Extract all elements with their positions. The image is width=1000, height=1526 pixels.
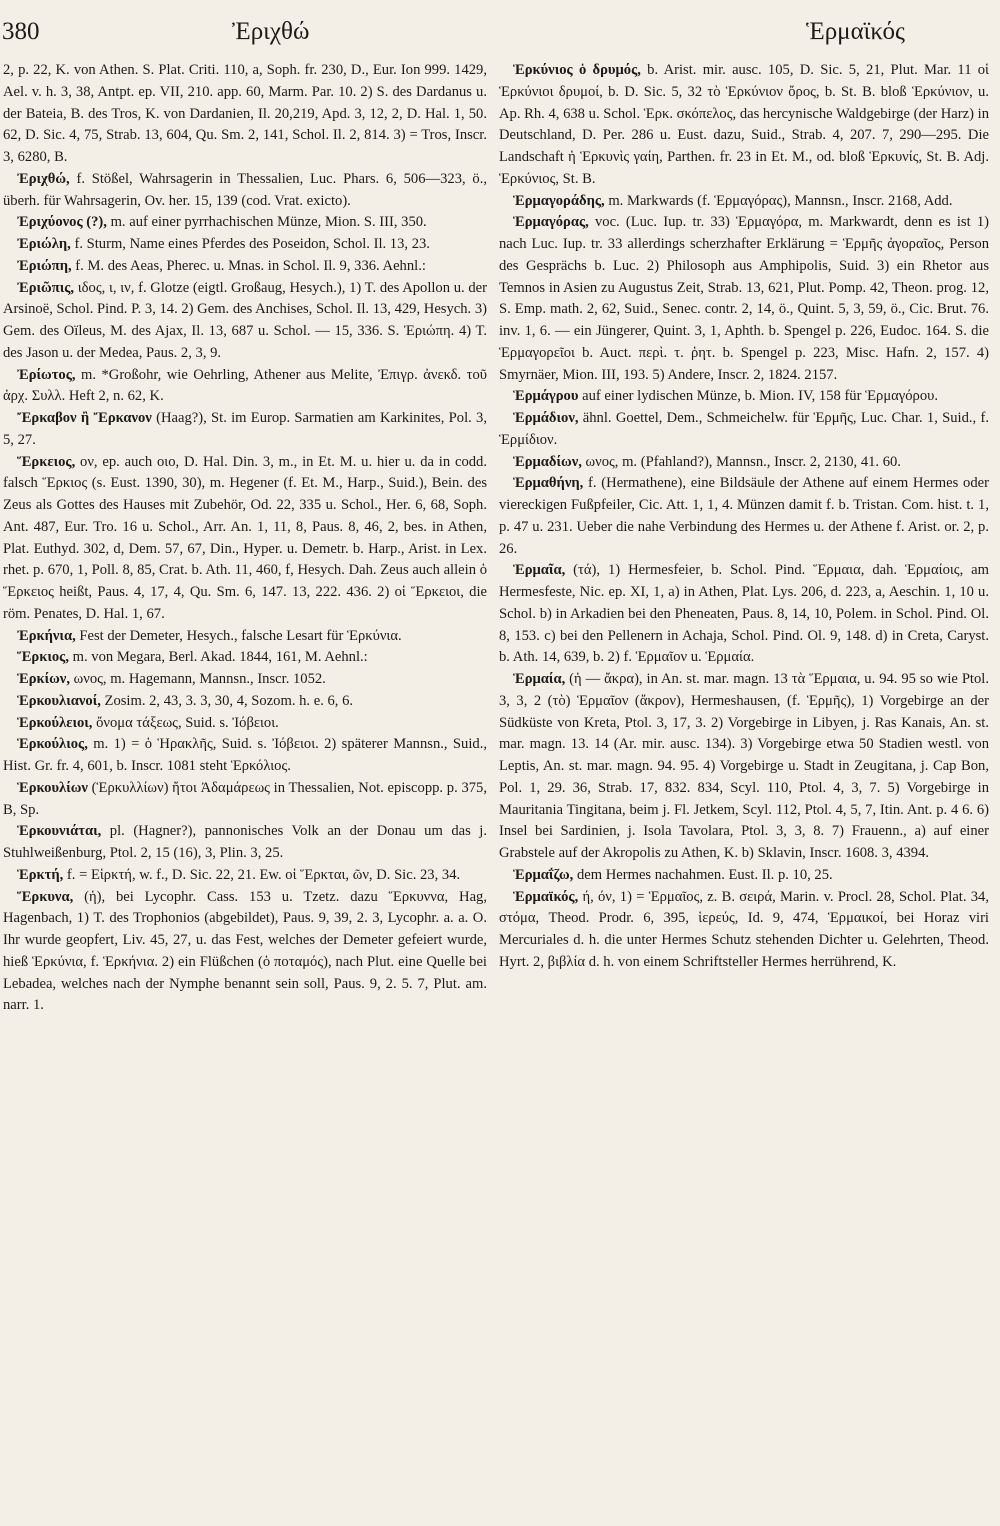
entry-body: f. = Εἱρκτή, w. f., D. Sic. 22, 21. Ew. οἱ Ἕρκται, ῶν, D. Sic. 23, 34. — [63, 866, 461, 883]
entry-body: f. M. des Aeas, Pherec. u. Mnas. in Schol. Il. 9, 336. Aehnl.: — [71, 257, 426, 274]
right-guide-word: Ἑρμαϊκός — [806, 18, 905, 45]
entry-headword: Ἑρμαΐζω, — [513, 866, 574, 883]
entry-headword: Ἐριώλη, — [17, 236, 71, 252]
dictionary-entry — [3, 626, 487, 648]
entry-headword: Ἐριχθώ, — [17, 170, 70, 187]
entry-body: m. 1) = ὁ Ἡρακλῆς, Suid. s. Ἰόβειοι. 2) späterer Mannsn., Suid., Hist. Gr. fr. 4, 601, b. Inscr. 1081 steht Ἑρκόλιος. — [3, 736, 487, 774]
dictionary-entry — [3, 778, 487, 822]
entry-body: (τά), 1) Hermesfeier, b. Schol. Pind. Ἕρμαια, dah. Ἑρμαίοις, am Hermesfeste, Nic. ep. XI, 1, a) in Athen, Plat. Lys. 206, d. 223, a, Aeschin. 1, 10 u. Schol. b) in Arkadien bei den Pheneaten, Paus. 8, 14, 10, Polem. in Schol. Pind. Ol. 8, 153. c) bei den Pellenern in Achaja, Schol. Pind. Ol. 9, 148. d) in Creta, Caryst. b. Ath. 14, 639, b. 2) f. Ἑρμαῖον u. Ἑρμαία. — [499, 562, 989, 666]
entry-headword: Ἑρμαγοράδης, — [513, 192, 605, 209]
entry-body: (ἡ — ἄκρα), in An. st. mar. magn. 13 τὰ Ἕρμαια, u. 94. 95 so wie Ptol. 3, 3, 2 (τὸ) Ἑρμαῖον (ἄκρον), Hermeshausen, (f. Ἑρμῆς), 1) Vorgebirge an der Südküste von Kreta, Ptol. 3, 17, 3. 2) Vorgebirge in Libyen, j. Ras Kanais, An. st. mar. magn. 13. 14 (Ar. mir. ausc. 134). 3) Vorgebirge etwa 50 Stadien westl. von Leptis, An. st. mar. magn. 94. 95. 4) Vorgebirge u. Stadt in Zeugitana, j. Cap Bon, Pol. 1, 29. 36, Strab. 17, 832. 834, Scyl. 110, Ptol. 4, 3, 7. 5) Vorgebirge in Mauritania Tingitana, beim j. Fl. Jetkem, Scyl. 112, Ptol. 4, 5, 7, Itin. Ant. p. 4 6. 6) Insel bei Sardinien, j. Isola Tavolara, Ptol. 3, 3, 8. 7) Frauenn., a) auf einer Grabstele auf der Akropolis zu Athen, K. b) Sklavin, Inscr. 1608. 3, 4394. — [499, 671, 989, 861]
dictionary-entry — [3, 647, 487, 669]
entry-body: b. Arist. mir. ausc. 105, D. Sic. 5, 21, Plut. Mar. 11 οἱ Ἑρκύνιοι δρυμοί, b. D. Sic. 5, 32 τὸ Ἑρκύνιον ὄρος, b. St. B. bloß Ἑρκύνιον, u. Ap. Rh. 4, 638 u. Schol. Ἑρκ. σκόπελος, das hercynische Waldgebirge (der Harz) in Deutschland, D. Per. 286 u. Eust. dazu, Suid., Strab. 4, 207. 7, 290—295. Die Landschaft ἡ Ἑρκυνὶς γαίη, Parthen. fr. 23 in Et. M., od. bloß Ἑρκυνίς, St. B. Adj. Ἑρκύνιος, St. B. — [499, 62, 989, 187]
entry-headword: Ἑρμαῖα, — [513, 562, 566, 579]
entry-body: ιδος, ι, ιν, f. Glotze (eigtl. Großaug, Hesych.), 1) T. des Apollon u. der Arsinoë, Schol. Pind. P. 3, 14. 2) Gem. des Anchises, Schol. Il. 13, 429, Hesych. 3) Gem. des Oïleus, M. des Ajax, Il. 13, 687 u. Schol. — 15, 336. S. Ἐριώπη. 4) T. des Jason u. der Medea, Paus. 2, 3, 9. — [3, 279, 487, 361]
entry-headword: Ἑρμαγόρας, — [513, 214, 589, 231]
dictionary-entry — [3, 887, 487, 1018]
entry-body: (ἡ), bei Lycophr. Cass. 153 u. Tzetz. dazu Ἕρκυννα, Hag, Hagenbach, 1) T. des Trophonios (abgebildet), Paus. 9, 39, 2. 3, Lycophr. a. a. O. Ihr wurde geopfert, Liv. 45, 27, u. das Fest, welches der Demeter gefeiert wurde, hieß Ἑρκύνια, f. Ἑρκήνια. 2) ein Flüßchen (ὁ ποταμός), nach Plut. eine Quelle bei Lebadea, welches nach der Nymphe benannt sein soll, Paus. 9, 2. 5. 7, Plut. am. narr. 1. — [3, 888, 487, 1014]
dictionary-entry — [3, 169, 487, 213]
dictionary-entry — [3, 278, 487, 365]
dictionary-entry — [499, 212, 989, 386]
dictionary-entry — [499, 560, 989, 669]
left-column — [3, 60, 487, 1017]
entry-headword: Ἑρμάγρου — [513, 388, 579, 405]
entry-headword: Ἔρκαβον ἢ Ἔρκανον — [17, 410, 152, 426]
entry-body: m. *Großohr, wie Oehrling, Athener aus Melite, Ἐπιγρ. ἀνεκδ. τοῦ ἀρχ. Συλλ. Heft 2, n. 62, K. — [3, 366, 487, 405]
page-number: 380 — [2, 18, 40, 45]
entry-body: (Ἑρκυλλίων) ἤτοι Ἀδαμάρεως in Thessalien, Not. episcopp. p. 375, B, Sp. — [3, 779, 487, 818]
entry-body: Zosim. 2, 43, 3. 3, 30, 4, Sozom. h. e. 6, 6. — [100, 692, 354, 709]
entry-headword: Ἑρμάδιον, — [513, 410, 579, 426]
dictionary-entry — [3, 365, 487, 409]
entry-headword: Ἐριώπη, — [17, 257, 72, 274]
entry-headword: Ἑρκούλειοι, — [17, 714, 93, 731]
dictionary-entry — [499, 669, 989, 865]
dictionary-entry — [499, 60, 989, 191]
entry-headword: Ἐριῶπις, — [17, 279, 75, 296]
entry-headword: Ἑρκτή, — [17, 866, 64, 883]
dictionary-entry — [3, 452, 487, 626]
entry-headword: Ἑρκουλίων — [17, 779, 88, 796]
entry-body: ὄνομα τάξεως, Suid. s. Ἰόβειοι. — [92, 714, 279, 731]
dictionary-entry — [499, 473, 989, 560]
left-guide-word: Ἐριχθώ — [232, 18, 310, 45]
entry-headword: Ἐρκήνια, — [17, 627, 76, 644]
entry-body: f. (Hermathene), eine Bildsäule der Athene auf einem Hermes oder viereckigen Fußpfeiler, Cic. Att. 1, 1, 4. Münzen damit f. b. Tristan. Com. hist. t. 1, p. 47 u. 231. Ueber die nahe Verbindung des Hermes u. der Athene f. Arist. or. 2, p. 26. — [499, 475, 989, 557]
page-header — [0, 14, 1000, 54]
entry-body: auf einer lydischen Münze, b. Mion. IV, 158 für Ἑρμαγόρου. — [578, 388, 938, 405]
entry-headword: Ἕρκειος, — [17, 453, 76, 470]
entry-body: m. auf einer pyrrhachischen Münze, Mion. S. III, 350. — [106, 214, 427, 231]
dictionary-entry — [3, 234, 487, 256]
entry-headword: Ἑρμαία, — [513, 671, 566, 687]
entry-body: pl. (Hagner?), pannonisches Volk an der Donau um das j. Stuhlweißenburg, Ptol. 2, 15 (16), 3, Plin. 3, 25. — [3, 823, 487, 861]
entry-body: Fest der Demeter, Hesych., falsche Lesart für Ἑρκύνια. — [75, 627, 402, 644]
entry-body: m. von Megara, Berl. Akad. 1844, 161, M. Aehnl.: — [68, 649, 368, 666]
entry-headword: Ἑρκούλιος, — [17, 736, 88, 753]
entry-body: ή, όν, 1) = Ἑρμαῖος, z. B. σειρά, Marin. v. Procl. 28, Schol. Plat. 34, στόμα, Theod. Prodr. 6, 395, ἱερεύς, Id. 9, 474, Ἑρμαικοί, bei Horaz viri Mercuriales d. h. die unter Hermes Schutz stehenden Dichter u. Gelehrten, Theod. Hyrt. 2, βιβλία d. h. von einem Schriftsteller Hermes herrührend, K. — [499, 888, 989, 970]
entry-headword: Ἑρμαθήνη, — [513, 475, 584, 492]
dictionary-entry — [3, 821, 487, 865]
dictionary-entry — [3, 734, 487, 778]
dictionary-entry — [3, 713, 487, 735]
entry-headword: Ἕρκιος, — [17, 649, 69, 666]
entry-headword: Ἑρκουνιάται, — [17, 823, 102, 840]
entry-body: ωνος, m. (Pfahland?), Mannsn., Inscr. 2, 2130, 41. 60. — [581, 453, 901, 470]
entry-headword: Ἑρμαϊκός, — [513, 888, 579, 905]
dictionary-entry — [499, 887, 989, 974]
entry-headword: Ἑρκουλιανοί, — [17, 692, 101, 709]
right-column — [499, 60, 989, 974]
dictionary-entry — [3, 212, 487, 234]
entry-body: ωνος, m. Hagemann, Mannsn., Inscr. 1052. — [69, 671, 326, 687]
dictionary-entry — [3, 669, 487, 691]
dictionary-entry — [3, 865, 487, 887]
dictionary-entry — [499, 452, 989, 474]
entry-body: ähnl. Goettel, Dem., Schmeichelw. für Ἑρμῆς, Luc. Char. 1, Suid., f. Ἑρμίδιον. — [499, 410, 989, 448]
entry-headword: Ἑρκίων, — [17, 671, 70, 687]
dictionary-entry — [3, 256, 487, 278]
dictionary-entry — [499, 191, 989, 213]
entry-body: (Haag?), St. im Europ. Sarmatien am Karkinites, Pol. 3, 5, 27. — [3, 410, 488, 448]
entry-body: f. Stößel, Wahrsagerin in Thessalien, Luc. Phars. 6, 506—323, ö., überh. für Wahrsagerin, Ov. her. 15, 139 (cod. Vrat. exicto). — [3, 170, 487, 209]
dictionary-entry — [3, 408, 487, 452]
entry-headword: Ἐρίωτος, — [17, 366, 76, 383]
entry-body: dem Hermes nachahmen. Eust. Il. p. 10, 25. — [573, 866, 833, 883]
dictionary-entry — [499, 386, 989, 408]
dictionary-entry — [3, 691, 487, 713]
entry-headword: Ἑρκύνιος ὁ δρυμός, — [513, 62, 641, 78]
dictionary-entry — [3, 60, 487, 169]
entry-body: voc. (Luc. Iup. tr. 33) Ἑρμαγόρα, m. Markwardt, denn es ist 1) nach Luc. Iup. tr. 33 allerdings scherzhafter Erklärung = Ἑρμῆς ἀγοραῖος, Person des Gesprächs b. Luc. 2) Philosoph aus Amphipolis, Suid. 3) ein Rhetor aus Temnos in Asien zu Augustus Zeit, Strab. 13, 621, Plut. Pomp. 42, Theon. prog. 12, S. Emp. math. 2, 62, Suid., Senec. contr. 2, 14, ö., Quint. 5, 3, 59, ö., Cic. Brut. 76. inv. 1, 6. — ein Jüngerer, Quint. 3, 1, Aphth. b. Spengel p. 226, Eudoc. 164. S. die Ἑρμαγορεῖοι b. Auct. περὶ. τ. ῥητ. b. Spengel p. 223, Misc. Hafn. 2, 157. 4) Smyrnäer, Mion. III, 193. 5) Andere, Inscr. 2, 1824. 2157. — [499, 214, 989, 383]
entry-headword: Ἑρμαδίων, — [513, 453, 582, 470]
entry-body: 2, p. 22, K. von Athen. S. Plat. Criti. 110, a, Soph. fr. 230, D., Eur. Ion 999. 1429, Ael. v. h. 3, 38, Antpt. ep. VII, 210. app. 60, Marm. Par. 10. 2) S. des Dardanus u. der Bateia, B. des Tros, K. von Dardanien, Il. 20,219, Apd. 3, 12, 2, D. Hal. 1, 50. 62, D. Sic. 4, 75, Strab. 13, 604, Qu. Sm. 2, 141, Schol. Il. 2, 814. 3) = Tros, Inscr. 3, 6280, B. — [3, 62, 487, 165]
entry-body: f. Sturm, Name eines Pferdes des Poseidon, Schol. Il. 13, 23. — [70, 236, 430, 252]
entry-body: ον, ep. auch οιο, D. Hal. Din. 3, m., in Et. M. u. hier u. da in codd. falsch Ἕρκιος (s. Eust. 1390, 30), m. Hegener (f. Et. M., Harp., Suid.), Bein. des Zeus als Gottes des Hauses mit Zubehör, Od. 22, 335 u. Schol., Her. 6, 68, Soph. Ant. 487, Eur. Tro. 16 u. Schol., Arr. An. 1, 11, 8, Paus. 8, 46, 2, bes. in Athen, Plat. Euthyd. 302, d, Dem. 57, 67, Din., Hyper. u. Demetr. b. Harp., Arist. in Lex. rhet. p. 670, 1, Poll. 8, 85, Crat. b. Ath. 11, 460, f, Hesych. Dah. Zeus auch allein ὁ Ἕρκειος heißt, Paus. 4, 17, 4, Qu. Sm. 6, 147. 13, 222. 436. 2) οἱ Ἕρκειοι, die röm. Penates, D. Hal. 1, 67. — [3, 453, 487, 622]
dictionary-entry — [499, 408, 989, 452]
dictionary-entry — [499, 865, 989, 887]
entry-body: m. Markwards (f. Ἑρμαγόρας), Mannsn., Inscr. 2168, Add. — [604, 192, 953, 209]
entry-headword: Ἕρκυνα, — [17, 888, 74, 905]
entry-headword: Ἐριχύονος (?), — [17, 214, 107, 231]
